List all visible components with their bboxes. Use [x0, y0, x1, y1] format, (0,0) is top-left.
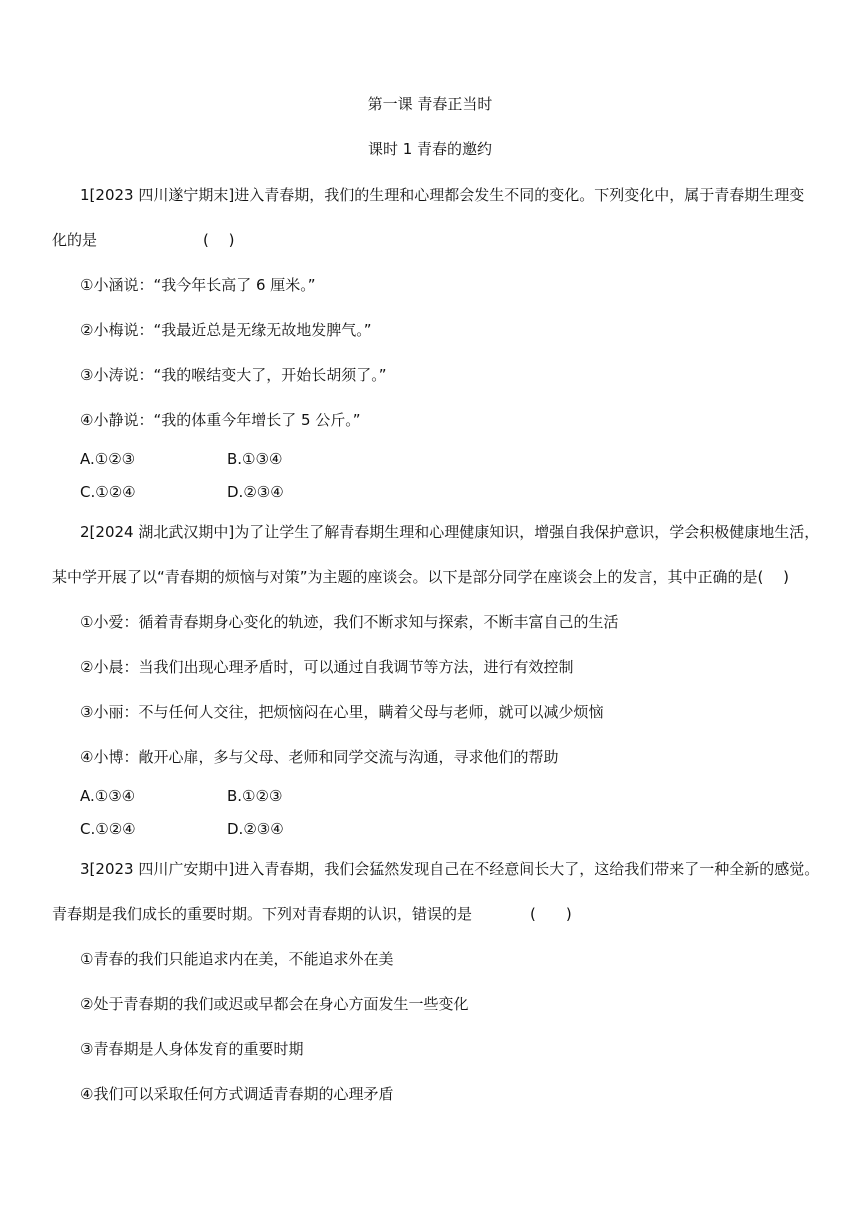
question-stem: 2[2024 湖北武汉期中]为了让学生了解青春期生理和心理健康知识，增强自我保护意识，学会积极健康地生活， [80, 523, 820, 541]
option-a: A.①②③ [80, 450, 136, 468]
option-a: A.①③④ [80, 787, 136, 805]
statement-item: ③青春期是人身体发育的重要时期 [80, 1040, 304, 1058]
option-d: D.②③④ [227, 820, 284, 838]
statement-item: ①小爱：循着青春期身心变化的轨迹，我们不断求知与探索，不断丰富自己的生活 [80, 613, 619, 631]
question-stem-cont: 化的是 [52, 231, 98, 249]
statement-item: ④小静说：“我的体重今年增长了 5 公斤。” [80, 411, 361, 429]
question-stem: 3[2023 四川广安期中]进入青春期，我们会猛然发现自己在不经意间长大了，这给我们带来了一种全新的感觉。 [80, 860, 820, 878]
statement-item: ②处于青春期的我们或迟或早都会在身心方面发生一些变化 [80, 995, 469, 1013]
statement-item: ④小博：敞开心扉，多与父母、老师和同学交流与沟通，寻求他们的帮助 [80, 748, 559, 766]
statement-item: ③小丽：不与任何人交往，把烦恼闷在心里，瞒着父母与老师，就可以减少烦恼 [80, 703, 604, 721]
statement-item: ①青春的我们只能追求内在美，不能追求外在美 [80, 950, 394, 968]
lesson-title: 第一课 青春正当时 [367, 95, 493, 113]
statement-item: ①小涵说：“我今年长高了 6 厘米。” [80, 276, 316, 294]
statement-item: ②小梅说：“我最近总是无缘无故地发脾气。” [80, 321, 372, 339]
statement-item: ④我们可以采取任何方式调适青春期的心理矛盾 [80, 1085, 394, 1103]
option-c: C.①②④ [80, 820, 136, 838]
option-d: D.②③④ [227, 483, 284, 501]
question-stem-cont: 青春期是我们成长的重要时期。下列对青春期的认识，错误的是 [52, 905, 473, 923]
question-stem: 1[2023 四川遂宁期末]进入青春期，我们的生理和心理都会发生不同的变化。下列变化中，属于青春期生理变 [80, 186, 805, 204]
option-b: B.①③④ [227, 450, 283, 468]
statement-item: ②小晨：当我们出现心理矛盾时，可以通过自我调节等方法，进行有效控制 [80, 658, 574, 676]
lesson-subtitle: 课时 1 青春的邀约 [367, 140, 493, 158]
answer-bracket: ( ) [530, 905, 572, 923]
option-b: B.①②③ [227, 787, 283, 805]
statement-item: ③小涛说：“我的喉结变大了，开始长胡须了。” [80, 366, 387, 384]
option-c: C.①②④ [80, 483, 136, 501]
question-stem-cont: 某中学开展了以“青春期的烦恼与对策”为主题的座谈会。以下是部分同学在座谈会上的发言，其中正确的是( ) [52, 568, 790, 586]
answer-bracket: ( ) [203, 231, 235, 249]
